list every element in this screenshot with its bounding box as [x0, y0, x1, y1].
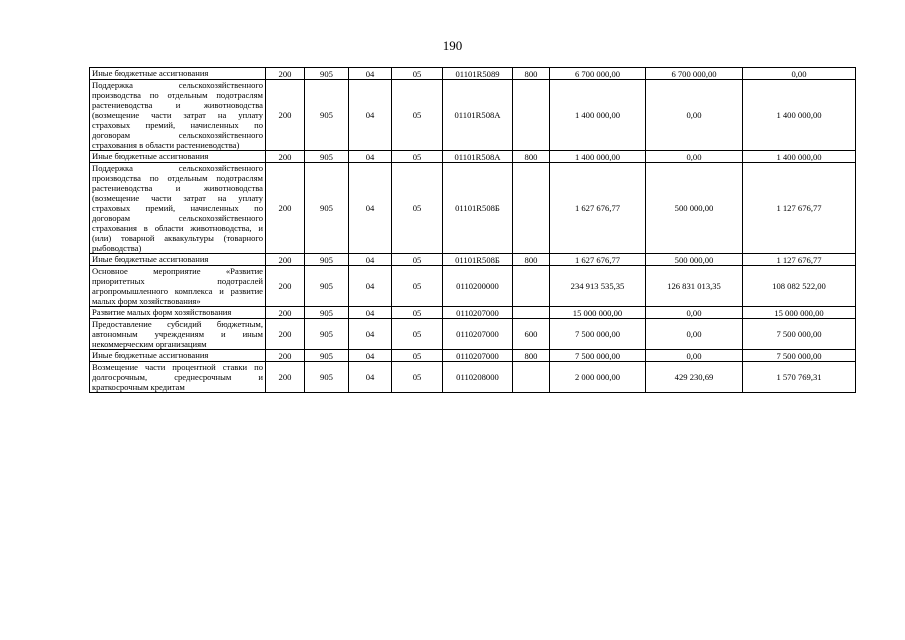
row-amount-total: 234 913 535,35: [550, 266, 646, 307]
row-section: 04: [349, 266, 392, 307]
row-amount-regional: 15 000 000,00: [743, 307, 856, 319]
row-code: 905: [305, 362, 349, 393]
row-subsection: 05: [392, 350, 443, 362]
row-section: 04: [349, 307, 392, 319]
row-amount-regional: 1 127 676,77: [743, 163, 856, 254]
row-amount-federal: 6 700 000,00: [646, 68, 743, 80]
table-row: [90, 163, 856, 254]
row-target-article: 0110208000: [443, 362, 513, 393]
row-name: Развитие малых форм хозяйствования: [90, 307, 266, 319]
row-target-article: 01101R508А: [443, 151, 513, 163]
row-amount-regional: 1 400 000,00: [743, 80, 856, 151]
row-name: Поддержка сельскохозяйственного производства по отдельным подотраслям растениеводства и животноводства (возмещение части затрат на уплату страховых премий, начисленных по договорам сельскохозяйственного страхования в области растениеводства): [90, 80, 266, 151]
row-subsection: 05: [392, 362, 443, 393]
row-target-article: 01101R508Б: [443, 163, 513, 254]
table-row: [90, 266, 856, 307]
row-section: 04: [349, 80, 392, 151]
budget-table: [89, 67, 856, 393]
row-code: 905: [305, 350, 349, 362]
row-amount-total: 2 000 000,00: [550, 362, 646, 393]
row-amount-federal: 500 000,00: [646, 163, 743, 254]
row-subsection: 05: [392, 163, 443, 254]
row-amount-federal: 126 831 013,35: [646, 266, 743, 307]
row-amount-regional: 1 400 000,00: [743, 151, 856, 163]
row-expense-type: 800: [513, 68, 550, 80]
row-expense-type: [513, 307, 550, 319]
row-grbs: 200: [266, 254, 305, 266]
row-subsection: 05: [392, 266, 443, 307]
row-amount-federal: 0,00: [646, 307, 743, 319]
row-amount-federal: 500 000,00: [646, 254, 743, 266]
row-expense-type: 800: [513, 151, 550, 163]
row-name: Возмещение части процентной ставки по долгосрочным, среднесрочным и краткосрочным кредитам: [90, 362, 266, 393]
table-row: [90, 307, 856, 319]
row-grbs: 200: [266, 362, 305, 393]
table-row: [90, 254, 856, 266]
row-expense-type: 800: [513, 350, 550, 362]
table-row: [90, 68, 856, 80]
row-grbs: 200: [266, 68, 305, 80]
row-name: Основное мероприятие «Развитие приоритетных подотраслей агропромышленного комплекса и развитие малых форм хозяйствования»: [90, 266, 266, 307]
row-section: 04: [349, 319, 392, 350]
row-name: Иные бюджетные ассигнования: [90, 68, 266, 80]
row-grbs: 200: [266, 266, 305, 307]
row-grbs: 200: [266, 151, 305, 163]
row-grbs: 200: [266, 350, 305, 362]
table-row: [90, 319, 856, 350]
row-subsection: 05: [392, 151, 443, 163]
row-grbs: 200: [266, 163, 305, 254]
row-expense-type: [513, 266, 550, 307]
row-code: 905: [305, 307, 349, 319]
row-amount-total: 1 627 676,77: [550, 254, 646, 266]
table-row: [90, 362, 856, 393]
row-expense-type: [513, 362, 550, 393]
row-target-article: 0110200000: [443, 266, 513, 307]
row-subsection: 05: [392, 307, 443, 319]
row-expense-type: [513, 163, 550, 254]
row-subsection: 05: [392, 80, 443, 151]
row-amount-federal: 429 230,69: [646, 362, 743, 393]
row-amount-regional: 1 570 769,31: [743, 362, 856, 393]
row-section: 04: [349, 362, 392, 393]
row-code: 905: [305, 319, 349, 350]
row-code: 905: [305, 68, 349, 80]
row-amount-federal: 0,00: [646, 350, 743, 362]
row-name: Иные бюджетные ассигнования: [90, 254, 266, 266]
table-row: [90, 151, 856, 163]
row-section: 04: [349, 151, 392, 163]
row-name: Иные бюджетные ассигнования: [90, 350, 266, 362]
row-subsection: 05: [392, 254, 443, 266]
row-target-article: 0110207000: [443, 307, 513, 319]
page-number: 190: [442, 38, 463, 53]
row-expense-type: [513, 80, 550, 151]
row-expense-type: 800: [513, 254, 550, 266]
row-grbs: 200: [266, 307, 305, 319]
row-amount-total: 6 700 000,00: [550, 68, 646, 80]
row-code: 905: [305, 254, 349, 266]
row-amount-total: 1 627 676,77: [550, 163, 646, 254]
table-row: [90, 350, 856, 362]
row-code: 905: [305, 163, 349, 254]
row-subsection: 05: [392, 68, 443, 80]
row-expense-type: 600: [513, 319, 550, 350]
row-code: 905: [305, 151, 349, 163]
row-amount-total: 1 400 000,00: [550, 80, 646, 151]
row-code: 905: [305, 266, 349, 307]
row-target-article: 0110207000: [443, 350, 513, 362]
row-amount-total: 7 500 000,00: [550, 350, 646, 362]
row-amount-regional: 7 500 000,00: [743, 319, 856, 350]
row-target-article: 01101R508А: [443, 80, 513, 151]
table-row: [90, 80, 856, 151]
row-code: 905: [305, 80, 349, 151]
row-name: Поддержка сельскохозяйственного производства по отдельным подотраслям растениеводства и животноводства (возмещение части затрат на уплату страховых премий, начисленных по договорам сельскохозяйственного страхования в области животноводства, и (или) товарной аквакультуры (товарного рыбоводства): [90, 163, 266, 254]
row-target-article: 0110207000: [443, 319, 513, 350]
row-amount-total: 15 000 000,00: [550, 307, 646, 319]
row-grbs: 200: [266, 80, 305, 151]
row-amount-regional: 0,00: [743, 68, 856, 80]
row-amount-federal: 0,00: [646, 151, 743, 163]
row-amount-federal: 0,00: [646, 319, 743, 350]
row-grbs: 200: [266, 319, 305, 350]
row-name: Предоставление субсидий бюджетным, автономным учреждениям и иным некоммерческим организациям: [90, 319, 266, 350]
row-section: 04: [349, 163, 392, 254]
row-name: Иные бюджетные ассигнования: [90, 151, 266, 163]
row-amount-regional: 1 127 676,77: [743, 254, 856, 266]
row-section: 04: [349, 68, 392, 80]
table-body: [90, 68, 856, 393]
row-amount-regional: 7 500 000,00: [743, 350, 856, 362]
row-subsection: 05: [392, 319, 443, 350]
row-amount-federal: 0,00: [646, 80, 743, 151]
row-amount-total: 7 500 000,00: [550, 319, 646, 350]
row-amount-regional: 108 082 522,00: [743, 266, 856, 307]
row-section: 04: [349, 254, 392, 266]
row-target-article: 01101R5089: [443, 68, 513, 80]
row-target-article: 01101R508Б: [443, 254, 513, 266]
row-amount-total: 1 400 000,00: [550, 151, 646, 163]
row-section: 04: [349, 350, 392, 362]
